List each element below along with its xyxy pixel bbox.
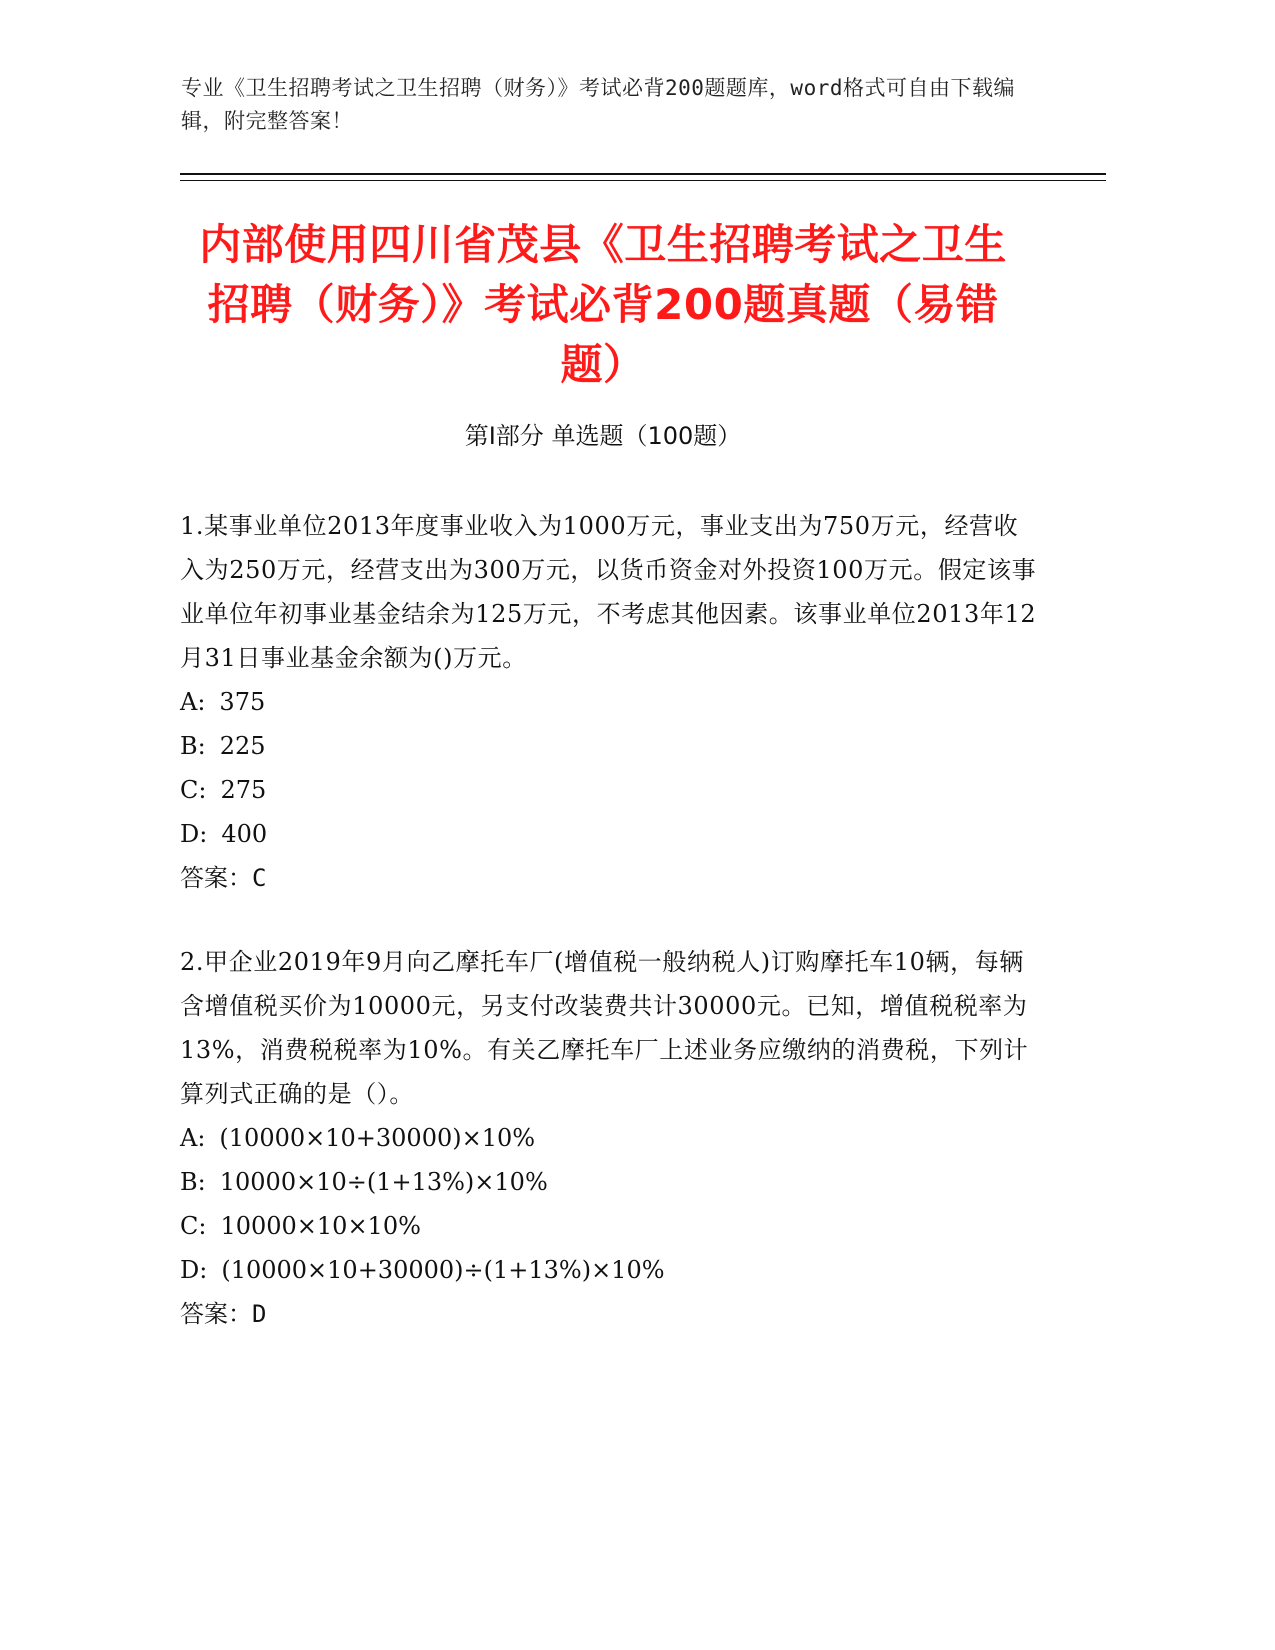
option-b: [180, 1160, 1040, 1204]
option-c: [180, 768, 1040, 812]
option-letter: A:: [180, 1124, 206, 1152]
document-title: 内部使用四川省茂县《卫生招聘考试之卫生招聘（财务）》考试必背200题真题（易错题）: [199, 220, 1007, 389]
option-letter: B:: [180, 1168, 206, 1196]
question-1: [180, 504, 1040, 900]
option-text: 10000×10×10%: [220, 1212, 421, 1240]
option-text: (10000×10+30000)÷(1+13%)×10%: [221, 1256, 665, 1284]
option-text: 225: [219, 732, 266, 760]
header-note: 专业《卫生招聘考试之卫生招聘（财务）》考试必背200题题库，word格式可自由下载编辑，附完整答案！: [181, 76, 1015, 133]
option-letter: B:: [180, 732, 206, 760]
option-letter: D:: [180, 1256, 208, 1284]
answer-line: [180, 856, 1040, 900]
header-divider-thick: [180, 173, 1106, 175]
option-b: [180, 724, 1040, 768]
option-d: [180, 812, 1040, 856]
answer-value: D: [252, 1300, 267, 1328]
option-c: [180, 1204, 1040, 1248]
answer-value: C: [252, 864, 267, 892]
option-text: (10000×10+30000)×10%: [219, 1124, 536, 1152]
option-letter: D:: [180, 820, 208, 848]
question-stem: 2.甲企业2019年9月向乙摩托车厂(增值税一般纳税人)订购摩托车10辆，每辆含增值税买价为10000元，另支付改装费共计30000元。已知，增值税税率为13%，消费税税率为10%。有关乙摩托车厂上述业务应缴纳的消费税，下列计算列式正确的是（）。: [180, 948, 1029, 1108]
option-letter: C:: [180, 1212, 207, 1240]
question-2: [180, 940, 1040, 1336]
option-letter: C:: [180, 776, 207, 804]
answer-line: [180, 1292, 1040, 1336]
option-letter: A:: [180, 688, 206, 716]
option-a: [180, 1116, 1040, 1160]
option-text: 275: [220, 776, 267, 804]
section-title: 第I部分 单选题（100题）: [464, 422, 742, 450]
question-stem: 1.某事业单位2013年度事业收入为1000万元，事业支出为750万元，经营收入为250万元，经营支出为300万元，以货币资金对外投资100万元。假定该事业单位年初事业基金结余为125万元，不考虑其他因素。该事业单位2013年12月31日事业基金余额为()万元。: [180, 512, 1037, 672]
option-text: 375: [219, 688, 266, 716]
option-text: 10000×10÷(1+13%)×10%: [219, 1168, 548, 1196]
option-text: 400: [221, 820, 268, 848]
option-d: [180, 1248, 1040, 1292]
header-divider-thin: [180, 180, 1106, 181]
answer-label: 答案：: [180, 864, 252, 892]
option-a: [180, 680, 1040, 724]
answer-label: 答案：: [180, 1300, 252, 1328]
